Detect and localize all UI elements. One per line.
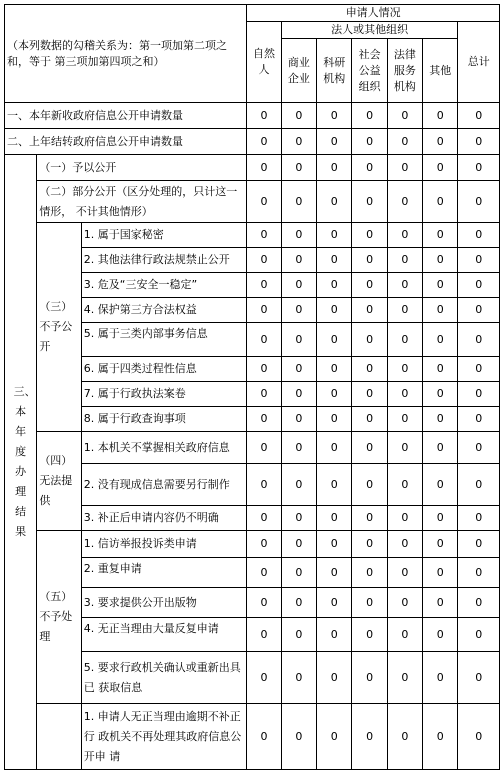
value-cell: 0 <box>247 155 281 181</box>
value-cell: 0 <box>247 181 281 223</box>
value-cell: 0 <box>387 323 422 357</box>
value-cell: 0 <box>423 432 458 464</box>
row-label: 2. 重复申请 <box>81 558 247 588</box>
legal-service-header: 法律服务机构 <box>387 39 422 103</box>
value-cell: 0 <box>281 181 316 223</box>
value-cell: 0 <box>423 704 458 770</box>
row-label: 1. 申请人无正当理由逾期不补正行 政机关不再处理其政府信息公开申 请 <box>81 704 247 770</box>
value-cell: 0 <box>352 618 387 652</box>
value-cell: 0 <box>281 704 316 770</box>
value-cell: 0 <box>423 357 458 382</box>
table-row <box>5 129 500 155</box>
row-label: 7. 属于行政执法案卷 <box>81 382 247 407</box>
row-label: 6. 属于四类过程性信息 <box>81 357 247 382</box>
value-cell: 0 <box>423 588 458 618</box>
value-cell: 0 <box>247 407 281 432</box>
value-cell: 0 <box>458 155 500 181</box>
value-cell: 0 <box>247 464 281 506</box>
value-cell: 0 <box>423 248 458 273</box>
value-cell: 0 <box>352 588 387 618</box>
table-row <box>5 103 500 129</box>
value-cell: 0 <box>387 298 422 323</box>
row-label: 5. 属于三类内部事务信息 <box>81 323 247 357</box>
value-cell: 0 <box>423 223 458 248</box>
value-cell: 0 <box>352 103 387 129</box>
value-cell: 0 <box>281 588 316 618</box>
value-cell: 0 <box>458 323 500 357</box>
value-cell: 0 <box>317 558 352 588</box>
section-three-text: 三、本年度办理结果 <box>13 385 36 538</box>
value-cell: 0 <box>281 407 316 432</box>
commercial-header: 商业企业 <box>281 39 316 103</box>
value-cell: 0 <box>247 506 281 531</box>
value-cell: 0 <box>317 407 352 432</box>
value-cell: 0 <box>247 588 281 618</box>
value-cell: 0 <box>247 103 281 129</box>
value-cell: 0 <box>317 464 352 506</box>
row-label: 2. 其他法律行政法规禁止公开 <box>81 248 247 273</box>
value-cell: 0 <box>281 382 316 407</box>
table-row <box>5 181 500 223</box>
row-label: 4. 无正当理由大量反复申请 <box>81 618 247 652</box>
value-cell: 0 <box>317 298 352 323</box>
value-cell: 0 <box>247 704 281 770</box>
natural-person-header: 自然人 <box>247 22 281 103</box>
value-cell: 0 <box>352 407 387 432</box>
value-cell: 0 <box>387 506 422 531</box>
value-cell: 0 <box>458 382 500 407</box>
value-cell: 0 <box>281 103 316 129</box>
legal-person-group-header: 法人或其他组织 <box>281 22 458 39</box>
row-label: 一、本年新收政府信息公开申请数量 <box>5 103 247 129</box>
table-row <box>5 432 500 464</box>
value-cell: 0 <box>317 588 352 618</box>
value-cell: 0 <box>458 298 500 323</box>
value-cell: 0 <box>317 155 352 181</box>
value-cell: 0 <box>458 652 500 704</box>
value-cell: 0 <box>281 129 316 155</box>
value-cell: 0 <box>352 323 387 357</box>
value-cell: 0 <box>317 129 352 155</box>
value-cell: 0 <box>458 506 500 531</box>
value-cell: 0 <box>423 652 458 704</box>
value-cell: 0 <box>387 464 422 506</box>
value-cell: 0 <box>352 223 387 248</box>
value-cell: 0 <box>387 181 422 223</box>
value-cell: 0 <box>281 248 316 273</box>
value-cell: 0 <box>387 588 422 618</box>
value-cell: 0 <box>247 531 281 558</box>
row-label: 5. 要求行政机关确认或重新出具已 获取信息 <box>81 652 247 704</box>
value-cell: 0 <box>423 382 458 407</box>
value-cell: 0 <box>458 464 500 506</box>
value-cell: 0 <box>387 357 422 382</box>
value-cell: 0 <box>281 618 316 652</box>
other-header: 其他 <box>423 39 458 103</box>
value-cell: 0 <box>387 531 422 558</box>
value-cell: 0 <box>247 129 281 155</box>
value-cell: 0 <box>387 273 422 298</box>
value-cell: 0 <box>247 432 281 464</box>
value-cell: 0 <box>458 181 500 223</box>
value-cell: 0 <box>317 531 352 558</box>
section-three-label <box>5 155 37 770</box>
row-label: 3. 危及“三安全一稳定” <box>81 273 247 298</box>
value-cell: 0 <box>387 407 422 432</box>
value-cell: 0 <box>423 618 458 652</box>
statistics-table <box>4 4 500 770</box>
value-cell: 0 <box>352 357 387 382</box>
table-row <box>5 531 500 558</box>
value-cell: 0 <box>458 223 500 248</box>
value-cell: 0 <box>247 223 281 248</box>
value-cell: 0 <box>247 248 281 273</box>
value-cell: 0 <box>423 323 458 357</box>
value-cell: 0 <box>352 273 387 298</box>
value-cell: 0 <box>387 155 422 181</box>
value-cell: 0 <box>281 464 316 506</box>
value-cell: 0 <box>247 558 281 588</box>
value-cell: 0 <box>387 103 422 129</box>
value-cell: 0 <box>387 652 422 704</box>
value-cell: 0 <box>423 506 458 531</box>
value-cell: 0 <box>317 704 352 770</box>
value-cell: 0 <box>423 181 458 223</box>
row-label: 1. 属于国家秘密 <box>81 223 247 248</box>
value-cell: 0 <box>387 558 422 588</box>
value-cell: 0 <box>458 588 500 618</box>
value-cell: 0 <box>423 273 458 298</box>
table-row <box>5 155 500 181</box>
value-cell: 0 <box>423 129 458 155</box>
value-cell: 0 <box>317 382 352 407</box>
value-cell: 0 <box>387 382 422 407</box>
value-cell: 0 <box>352 506 387 531</box>
row-label: 二、上年结转政府信息公开申请数量 <box>5 129 247 155</box>
value-cell: 0 <box>352 558 387 588</box>
group-three-label: （三）不予公开 <box>37 223 81 432</box>
row-label: 3. 要求提供公开出版物 <box>81 588 247 618</box>
value-cell: 0 <box>387 129 422 155</box>
total-header: 总计 <box>458 22 500 103</box>
value-cell: 0 <box>423 531 458 558</box>
table-row <box>5 704 500 770</box>
value-cell: 0 <box>247 323 281 357</box>
value-cell: 0 <box>317 357 352 382</box>
value-cell: 0 <box>317 432 352 464</box>
row-label: 1. 本机关不掌握相关政府信息 <box>81 432 247 464</box>
table-row <box>5 223 500 248</box>
value-cell: 0 <box>247 618 281 652</box>
value-cell: 0 <box>317 618 352 652</box>
value-cell: 0 <box>352 531 387 558</box>
value-cell: 0 <box>281 357 316 382</box>
row-label: （一）予以公开 <box>37 155 247 181</box>
value-cell: 0 <box>281 223 316 248</box>
value-cell: 0 <box>281 652 316 704</box>
research-header: 科研机构 <box>317 39 352 103</box>
value-cell: 0 <box>458 273 500 298</box>
note-cell: （本列数据的勾稽关系为：第一项加第二项之和，等于 第三项加第四项之和） <box>5 5 247 103</box>
group-six-label <box>37 704 81 770</box>
value-cell: 0 <box>458 407 500 432</box>
value-cell: 0 <box>317 323 352 357</box>
row-label: 2. 没有现成信息需要另行制作 <box>81 464 247 506</box>
value-cell: 0 <box>458 357 500 382</box>
value-cell: 0 <box>247 357 281 382</box>
row-label: （二）部分公开（区分处理的，只计这一情形， 不计其他情形） <box>37 181 247 223</box>
value-cell: 0 <box>423 103 458 129</box>
value-cell: 0 <box>458 618 500 652</box>
value-cell: 0 <box>387 248 422 273</box>
value-cell: 0 <box>247 382 281 407</box>
applicant-situation-header: 申请人情况 <box>247 5 500 22</box>
group-four-label: （四）无法提供 <box>37 432 81 531</box>
value-cell: 0 <box>281 432 316 464</box>
value-cell: 0 <box>281 506 316 531</box>
value-cell: 0 <box>458 103 500 129</box>
value-cell: 0 <box>281 558 316 588</box>
value-cell: 0 <box>317 248 352 273</box>
value-cell: 0 <box>352 181 387 223</box>
value-cell: 0 <box>281 155 316 181</box>
value-cell: 0 <box>423 155 458 181</box>
value-cell: 0 <box>317 273 352 298</box>
row-label: 3. 补正后申请内容仍不明确 <box>81 506 247 531</box>
group-five-label: （五）不予处理 <box>37 531 81 704</box>
value-cell: 0 <box>387 704 422 770</box>
value-cell: 0 <box>423 407 458 432</box>
social-welfare-header: 社会公益组织 <box>352 39 387 103</box>
row-label: 4. 保护第三方合法权益 <box>81 298 247 323</box>
value-cell: 0 <box>317 652 352 704</box>
value-cell: 0 <box>281 273 316 298</box>
value-cell: 0 <box>387 618 422 652</box>
value-cell: 0 <box>458 704 500 770</box>
value-cell: 0 <box>458 558 500 588</box>
value-cell: 0 <box>317 181 352 223</box>
value-cell: 0 <box>281 323 316 357</box>
value-cell: 0 <box>387 223 422 248</box>
value-cell: 0 <box>423 464 458 506</box>
value-cell: 0 <box>281 531 316 558</box>
value-cell: 0 <box>352 248 387 273</box>
value-cell: 0 <box>458 248 500 273</box>
value-cell: 0 <box>352 298 387 323</box>
value-cell: 0 <box>352 704 387 770</box>
value-cell: 0 <box>423 558 458 588</box>
value-cell: 0 <box>458 432 500 464</box>
row-label: 1. 信访举报投诉类申请 <box>81 531 247 558</box>
value-cell: 0 <box>458 129 500 155</box>
value-cell: 0 <box>423 298 458 323</box>
value-cell: 0 <box>247 298 281 323</box>
value-cell: 0 <box>458 531 500 558</box>
value-cell: 0 <box>352 432 387 464</box>
value-cell: 0 <box>317 223 352 248</box>
value-cell: 0 <box>352 129 387 155</box>
value-cell: 0 <box>352 652 387 704</box>
value-cell: 0 <box>352 382 387 407</box>
value-cell: 0 <box>247 273 281 298</box>
value-cell: 0 <box>317 506 352 531</box>
value-cell: 0 <box>281 298 316 323</box>
value-cell: 0 <box>387 432 422 464</box>
value-cell: 0 <box>247 652 281 704</box>
value-cell: 0 <box>352 155 387 181</box>
row-label: 8. 属于行政查询事项 <box>81 407 247 432</box>
value-cell: 0 <box>352 464 387 506</box>
value-cell: 0 <box>317 103 352 129</box>
